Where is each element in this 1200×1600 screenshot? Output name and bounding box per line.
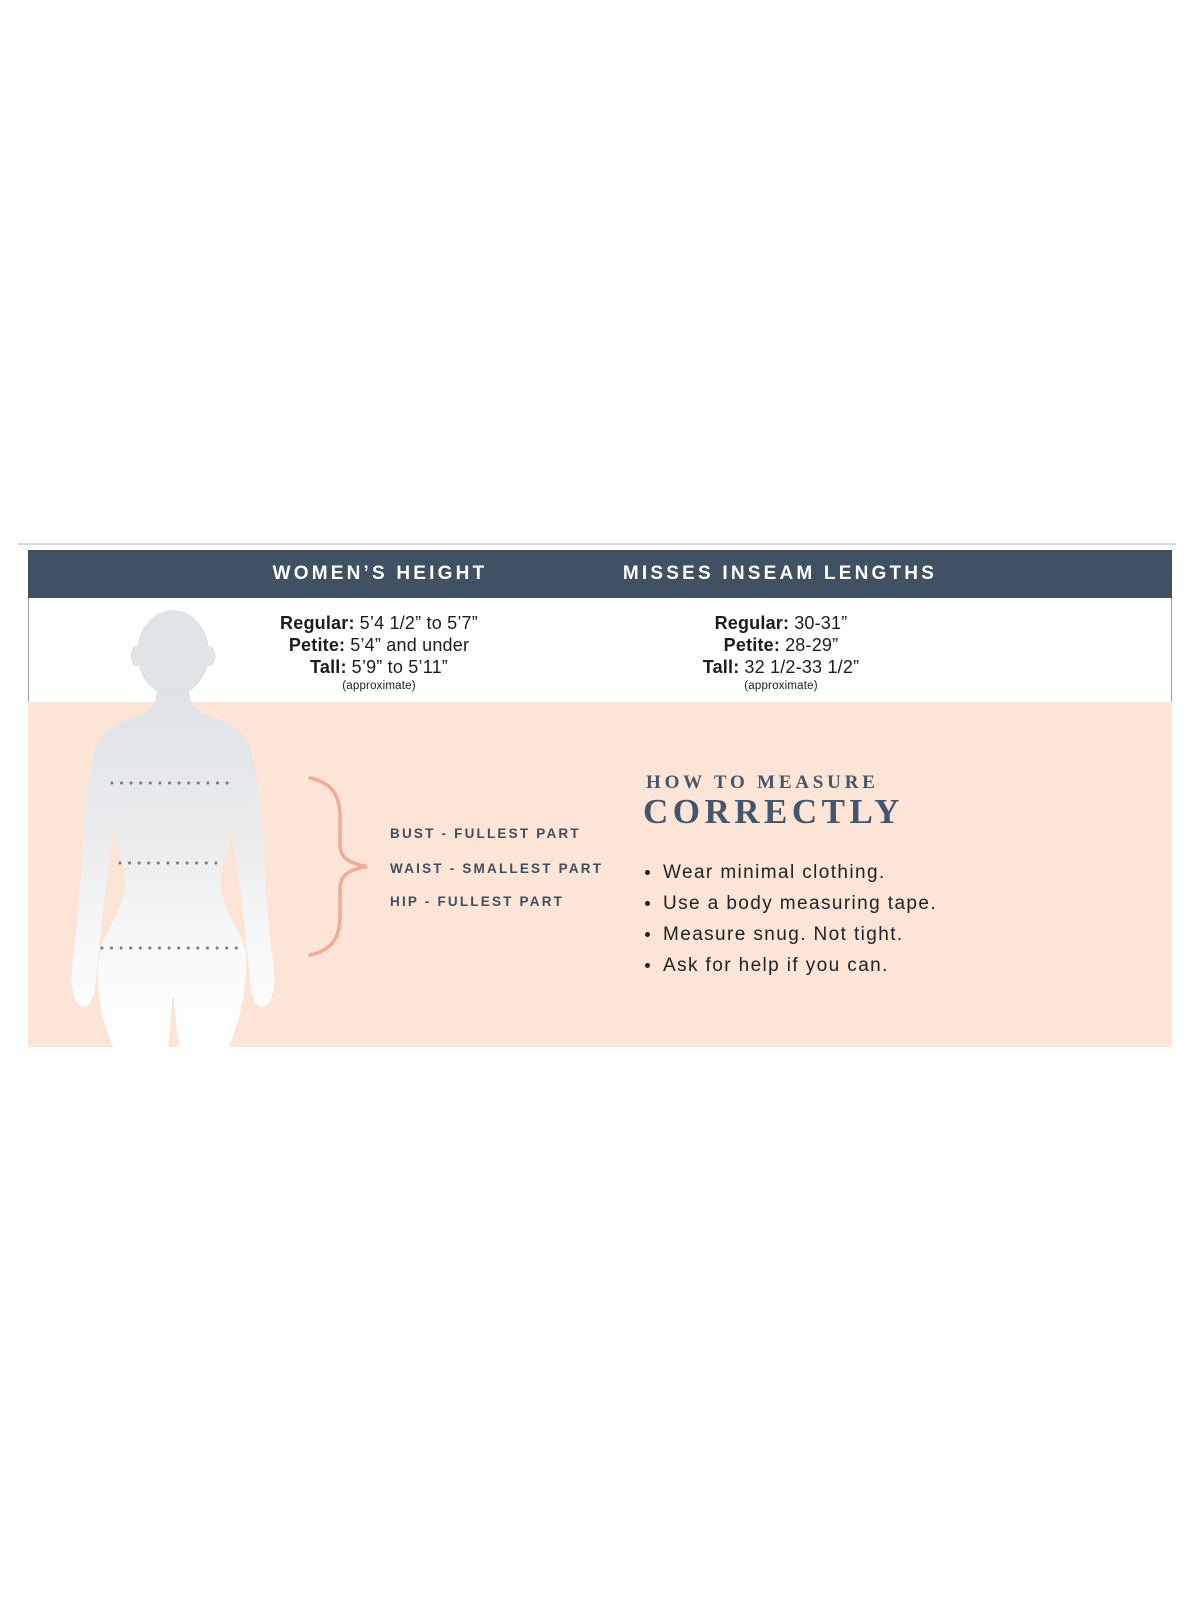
- height-row-regular: Regular: 5’4 1/2” to 5’7”: [280, 613, 478, 633]
- list-item: Ask for help if you can.: [645, 953, 937, 984]
- inseam-row-petite: Petite: 28-29”: [723, 635, 839, 655]
- inseam-approximate-note: (approximate): [744, 680, 818, 692]
- womens-height-header: WOMEN’S HEIGHT: [272, 563, 488, 584]
- height-approximate-note: (approximate): [342, 680, 416, 692]
- correctly-title: CORRECTLY: [643, 792, 904, 831]
- bust-label: BUST - FULLEST PART: [390, 826, 581, 841]
- bullet-icon: [645, 963, 650, 968]
- bullet-icon: [645, 932, 650, 937]
- how-to-measure-title: HOW TO MEASURE: [646, 772, 879, 793]
- bust-dotted-line: [110, 781, 230, 785]
- header-bar: [28, 550, 1172, 598]
- waist-label: WAIST - SMALLEST PART: [390, 861, 604, 876]
- bullet-icon: [645, 870, 650, 875]
- inseam-row-regular: Regular: 30-31”: [714, 613, 848, 633]
- height-row-tall: Tall: 5’9” to 5’11”: [310, 657, 448, 677]
- height-row-petite: Petite: 5’4” and under: [288, 635, 470, 655]
- inseam-row-tall: Tall: 32 1/2-33 1/2”: [702, 657, 860, 677]
- hip-dotted-line: [100, 946, 243, 950]
- hip-label: HIP - FULLEST PART: [390, 894, 565, 909]
- misses-inseam-header: MISSES INSEAM LENGTHS: [622, 563, 938, 584]
- inseam-info-column: [531, 612, 1031, 694]
- curly-brace-icon: [303, 776, 375, 957]
- list-item: Use a body measuring tape.: [645, 891, 937, 922]
- measuring-tips-list: [645, 860, 937, 984]
- female-body-silhouette: [57, 598, 289, 1048]
- bullet-icon: [645, 901, 650, 906]
- list-item: Wear minimal clothing.: [645, 860, 937, 891]
- list-item: Measure snug. Not tight.: [645, 922, 937, 953]
- top-divider-line: [18, 543, 1176, 545]
- waist-dotted-line: [118, 861, 224, 865]
